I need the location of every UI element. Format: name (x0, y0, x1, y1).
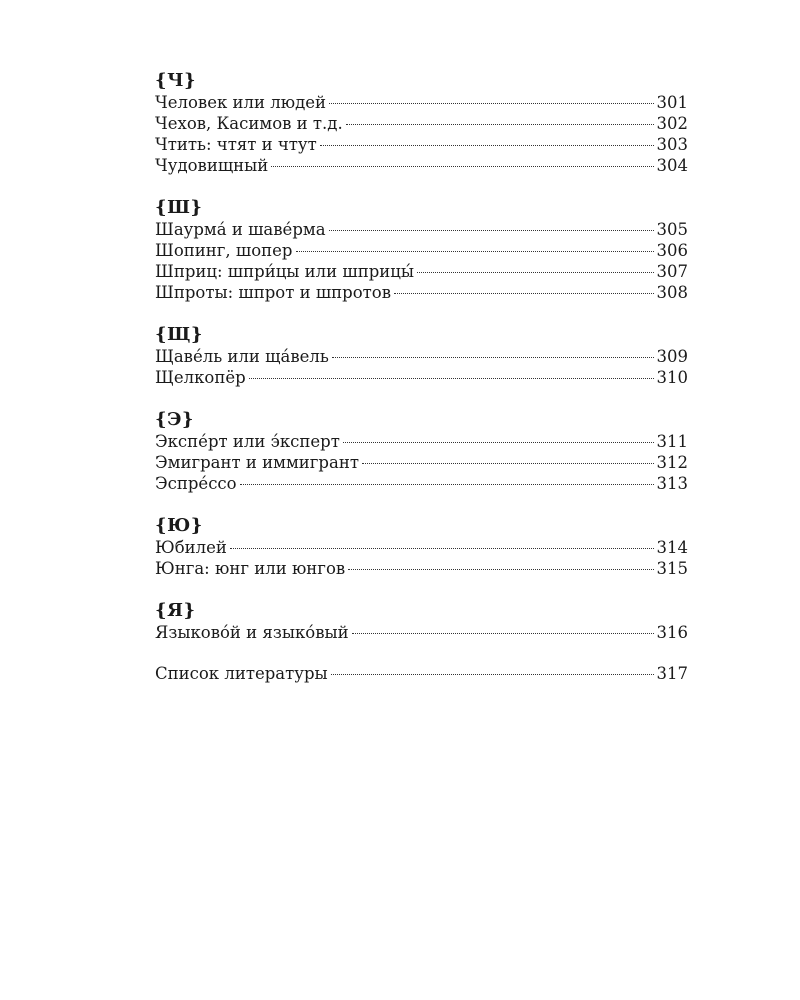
section-heading: {Э} (155, 409, 194, 430)
page-number: 305 (656, 220, 688, 239)
toc-section-shch (155, 324, 688, 388)
section-heading: {Ч} (155, 70, 197, 91)
toc-entry[interactable] (155, 558, 688, 579)
entry-title: Шаурма́ и шаве́рма (155, 220, 326, 239)
dot-leader (343, 442, 654, 443)
dot-leader (348, 569, 653, 570)
page-number: 304 (656, 156, 688, 175)
entry-title: Юнга: юнг или юнгов (155, 559, 346, 578)
dot-leader (346, 124, 654, 125)
page-number: 303 (656, 135, 688, 154)
section-heading: {Ю} (155, 515, 203, 536)
entry-title: Эмигрант и иммигрант (155, 453, 359, 472)
toc-entry[interactable] (155, 346, 688, 367)
dot-leader (320, 145, 654, 146)
page-number: 314 (656, 538, 688, 557)
toc-section-yu (155, 515, 688, 579)
dot-leader (249, 378, 654, 379)
page-number: 316 (656, 623, 688, 642)
dot-leader (362, 463, 654, 464)
entry-title: Шприц: шпри́цы или шприцы́ (155, 262, 415, 281)
page-number: 302 (656, 114, 688, 133)
dot-leader (230, 548, 654, 549)
toc-section-ch (155, 70, 688, 176)
dot-leader (331, 674, 654, 675)
entry-title: Юбилей (155, 538, 227, 557)
entry-title: Чехов, Касимов и т.д. (155, 114, 343, 133)
toc-entry[interactable] (155, 282, 688, 303)
dot-leader (329, 103, 653, 104)
page-number: 310 (656, 368, 688, 387)
dot-leader (332, 357, 654, 358)
page-number: 313 (656, 474, 688, 493)
entry-title: Щаве́ль или ща́вель (155, 347, 329, 366)
entry-title: Чудовищный (155, 156, 269, 175)
section-heading: {Щ} (155, 324, 203, 345)
entry-title: Языково́й и языко́вый (155, 623, 349, 642)
toc-entry[interactable] (155, 473, 688, 494)
entry-title: Шопинг, шопер (155, 241, 293, 260)
dot-leader (296, 251, 654, 252)
page-number: 317 (656, 664, 688, 683)
entry-title: Экспе́рт или э́ксперт (155, 432, 340, 451)
page-number: 309 (656, 347, 688, 366)
toc-entry[interactable] (155, 92, 688, 113)
page-number: 311 (656, 432, 688, 451)
entry-title: Эспре́ссо (155, 474, 237, 493)
toc-section-sh (155, 197, 688, 303)
table-of-contents (155, 70, 688, 684)
dot-leader (352, 633, 654, 634)
toc-entry[interactable] (155, 134, 688, 155)
toc-entry[interactable] (155, 155, 688, 176)
page-number: 306 (656, 241, 688, 260)
dot-leader (271, 166, 653, 167)
entry-title: Человек или людей (155, 93, 327, 112)
toc-entry[interactable] (155, 219, 688, 240)
toc-entry[interactable] (155, 113, 688, 134)
entry-title: Шпроты: шпрот и шпротов (155, 283, 392, 302)
toc-entry[interactable] (155, 367, 688, 388)
section-heading: {Я} (155, 600, 196, 621)
page-number: 312 (656, 453, 688, 472)
toc-entry[interactable] (155, 431, 688, 452)
toc-entry[interactable] (155, 452, 688, 473)
dot-leader (417, 272, 653, 273)
entry-title: Список литературы (155, 664, 328, 683)
toc-entry[interactable] (155, 537, 688, 558)
entry-title: Чтить: чтят и чтут (155, 135, 317, 154)
toc-entry[interactable] (155, 261, 688, 282)
page-number: 301 (656, 93, 688, 112)
toc-entry-bibliography[interactable] (155, 663, 688, 684)
toc-section-e (155, 409, 688, 494)
toc-section-ya (155, 600, 688, 643)
section-heading: {Ш} (155, 197, 203, 218)
dot-leader (329, 230, 654, 231)
page-number: 307 (656, 262, 688, 281)
dot-leader (394, 293, 653, 294)
page-number: 308 (656, 283, 688, 302)
toc-entry[interactable] (155, 622, 688, 643)
page-number: 315 (656, 559, 688, 578)
entry-title: Щелкопёр (155, 368, 246, 387)
dot-leader (240, 484, 654, 485)
toc-section-bibliography (155, 663, 688, 684)
toc-entry[interactable] (155, 240, 688, 261)
